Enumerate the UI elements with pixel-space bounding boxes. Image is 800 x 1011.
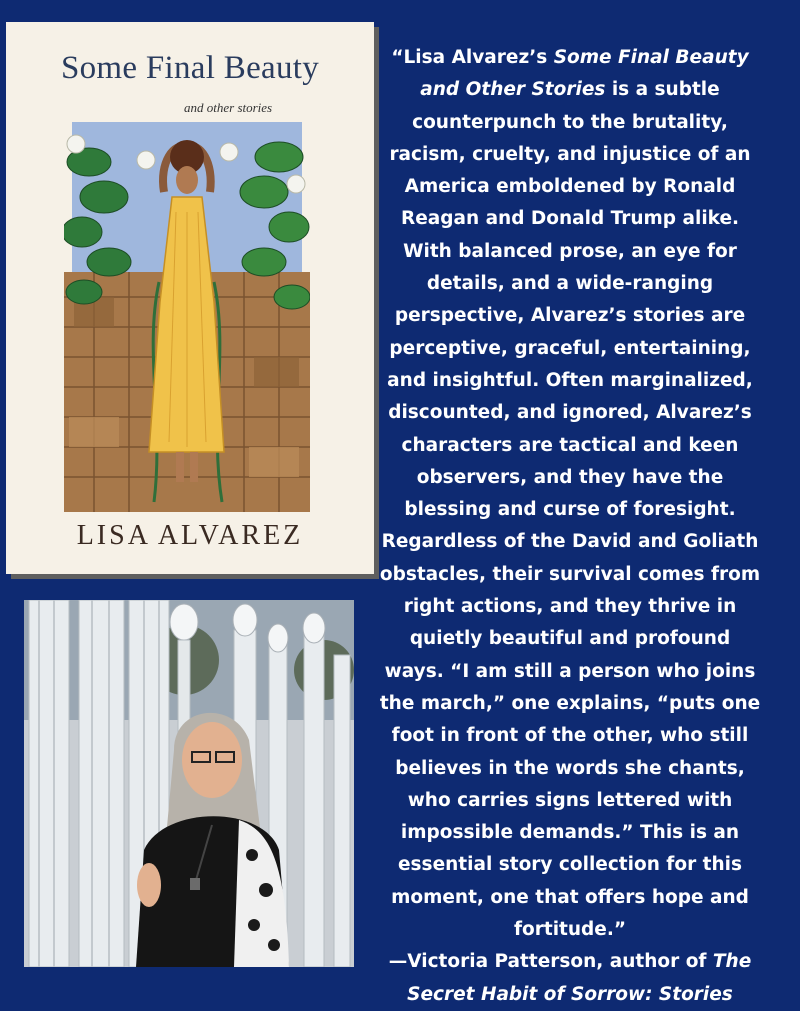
cover-author: LISA ALVAREZ (76, 520, 304, 551)
review-quote (378, 42, 762, 1011)
review-open: “Lisa Alvarez’s (391, 47, 554, 68)
review-body: is a subtle counterpunch to the brutality, racism, cruelty, and injustice of an America emboldened by Ronald Reagan and Donald Trump alike. With balanced prose, an eye for details, and a wide-ranging perspective, Alvarez’s stories are perceptive, graceful, entertaining, and insightful. Often marginalized, discounted, and ignored, Alvarez’s characters are tactical and keen observers, and they have the blessing and curse of foresight. Regardless of the David and Goliath obstacles, their survival comes from right actions, and they thrive in quietly beautiful and profound ways. “I am still a person who joins the march,” one explains, “puts one foot in front of the other, who still believes in the words she chants, who carries signs lettered with impossible demands.” This is an essential story collection for this moment, one that offers hope and fortitude.” (379, 79, 761, 941)
cover-subtitle: and other stories (184, 100, 273, 115)
author-photo (24, 600, 354, 967)
cover-illustration (64, 122, 310, 522)
review-book-title: Some Final Beauty and Other Stories (420, 47, 749, 101)
book-cover (6, 22, 374, 574)
review-text (378, 42, 762, 946)
attribution-prefix: —Victoria Patterson, author of (388, 951, 713, 973)
attribution-book: The Secret Habit of Sorrow: Stories (407, 951, 752, 1005)
cover-title: Some Final Beauty (60, 50, 320, 86)
review-attribution (378, 946, 762, 1011)
